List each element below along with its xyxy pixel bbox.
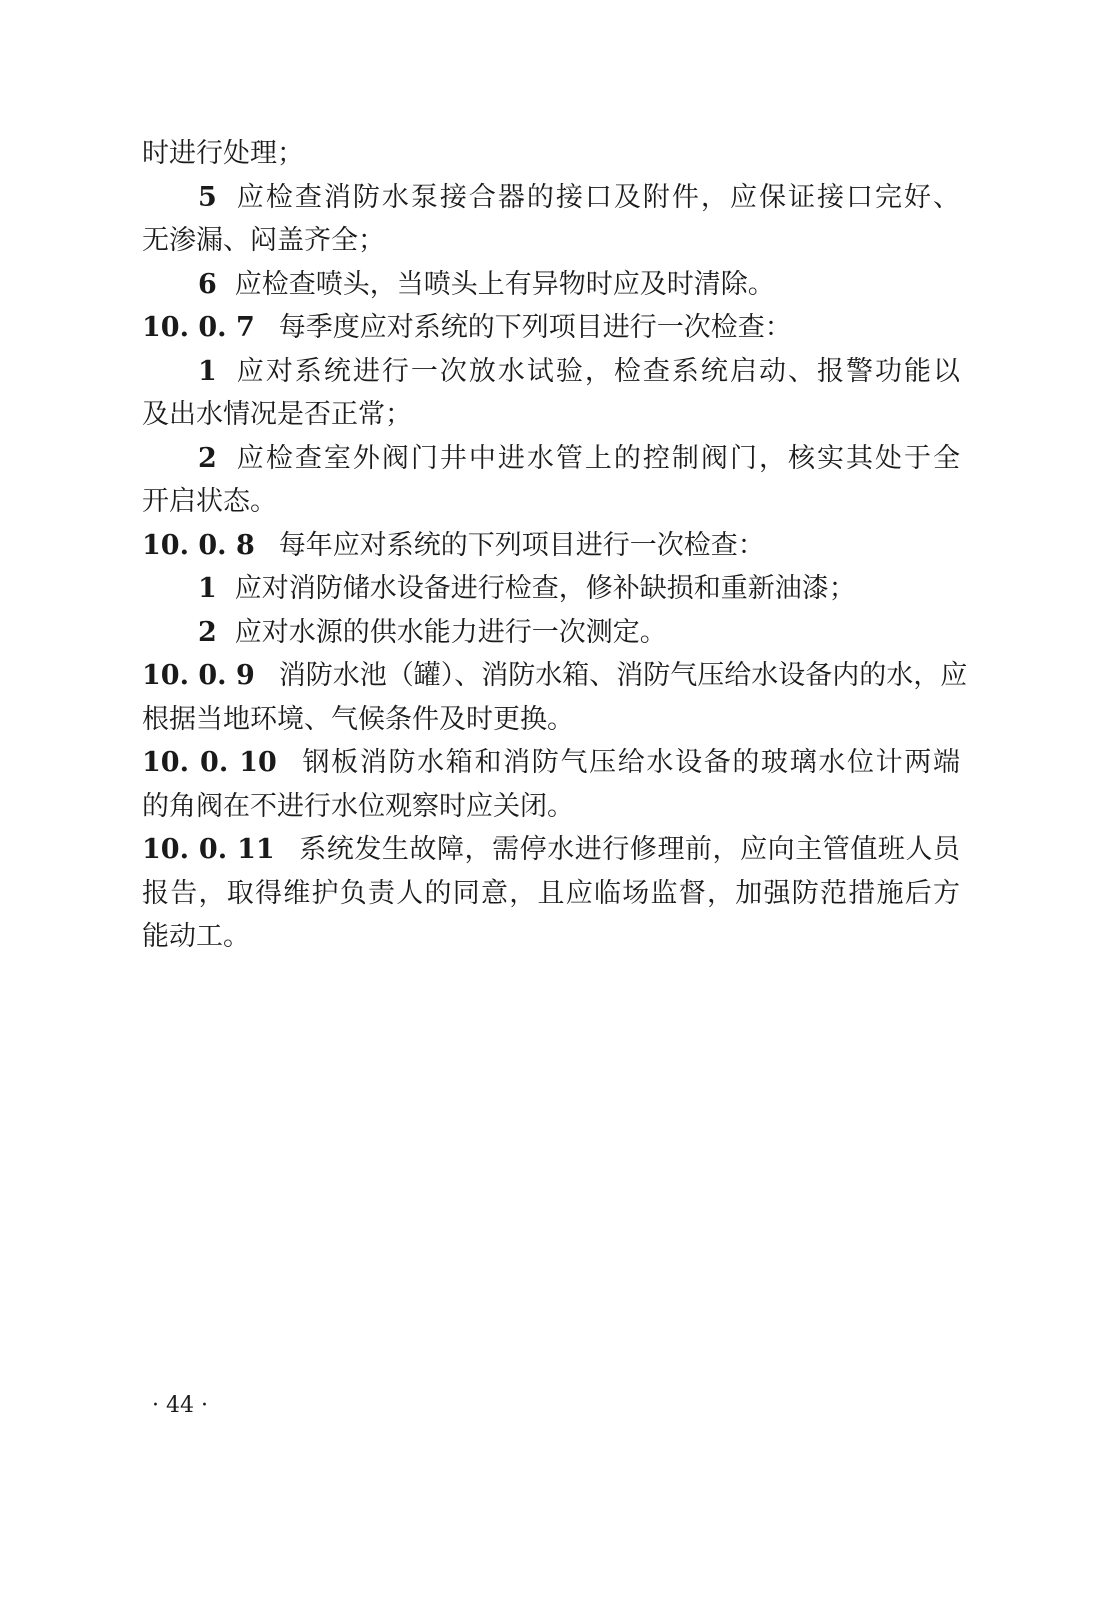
- item-number: 2: [198, 616, 217, 648]
- text-line: [142, 393, 960, 437]
- line-text: 报告，取得维护负责人的同意，且应临场监督，加强防范措施后方: [142, 877, 960, 909]
- clause-number: 10. 0. 10: [142, 747, 277, 778]
- item-number: 1: [198, 355, 217, 387]
- clause-10-0-11: [142, 828, 960, 872]
- text-line: [142, 480, 960, 524]
- line-text: 应对系统进行一次放水试验，检查系统启动、报警功能以: [234, 355, 960, 387]
- list-item-1: [142, 350, 960, 394]
- line-text: 应对水源的供水能力进行一次测定。: [234, 616, 667, 648]
- line-text: 应检查室外阀门井中进水管上的控制阀门，核实其处于全: [234, 442, 960, 474]
- clause-number: 10. 0. 7: [142, 312, 255, 343]
- clause-number: 10. 0. 9: [142, 660, 255, 691]
- line-text: 每季度应对系统的下列项目进行一次检查：: [278, 312, 792, 343]
- line-text: 每年应对系统的下列项目进行一次检查：: [278, 529, 765, 561]
- item-number: 1: [198, 573, 217, 604]
- line-text: 根据当地环境、气候条件及时更换。: [142, 703, 574, 735]
- item-number: 2: [198, 442, 217, 474]
- text-line: [142, 872, 960, 916]
- line-text: 应检查消防水泵接合器的接口及附件，应保证接口完好、: [234, 181, 960, 213]
- clause-10-0-8: [142, 524, 960, 568]
- text-line: [142, 915, 960, 959]
- line-text: 时进行处理；: [142, 138, 304, 169]
- text-line: [142, 219, 960, 263]
- clause-10-0-9: [142, 654, 968, 698]
- clause-10-0-7: [142, 306, 960, 350]
- text-line: [142, 698, 960, 742]
- line-text: 消防水池（罐）、消防水箱、消防气压给水设备内的水，应: [278, 660, 968, 691]
- list-item-2: [142, 611, 960, 655]
- clause-10-0-10: [142, 741, 960, 785]
- item-number: 6: [198, 268, 217, 300]
- text-line: [142, 132, 960, 176]
- clause-number: 10. 0. 11: [142, 834, 275, 865]
- line-text: 应对消防储水设备进行检查，修补缺损和重新油漆；: [234, 573, 856, 604]
- list-item-6: [142, 263, 960, 307]
- line-text: 应检查喷头，当喷头上有异物时应及时清除。: [234, 268, 775, 300]
- item-number: 5: [198, 181, 217, 213]
- line-text: 能动工。: [142, 921, 250, 952]
- page-number: · 44 ·: [152, 1393, 208, 1418]
- line-text: 及出水情况是否正常；: [142, 399, 412, 430]
- list-item-2: [142, 437, 960, 481]
- line-text: 开启状态。: [142, 486, 277, 517]
- line-text: 系统发生故障，需停水进行修理前，应向主管值班人员: [298, 834, 960, 865]
- line-text: 无渗漏、闷盖齐全；: [142, 225, 385, 256]
- document-body: [142, 132, 968, 959]
- line-text: 钢板消防水箱和消防气压给水设备的玻璃水位计两端: [300, 747, 960, 778]
- text-line: [142, 785, 960, 829]
- list-item-1: [142, 567, 960, 611]
- list-item-5: [142, 176, 960, 220]
- clause-number: 10. 0. 8: [142, 529, 255, 561]
- line-text: 的角阀在不进行水位观察时应关闭。: [142, 790, 574, 822]
